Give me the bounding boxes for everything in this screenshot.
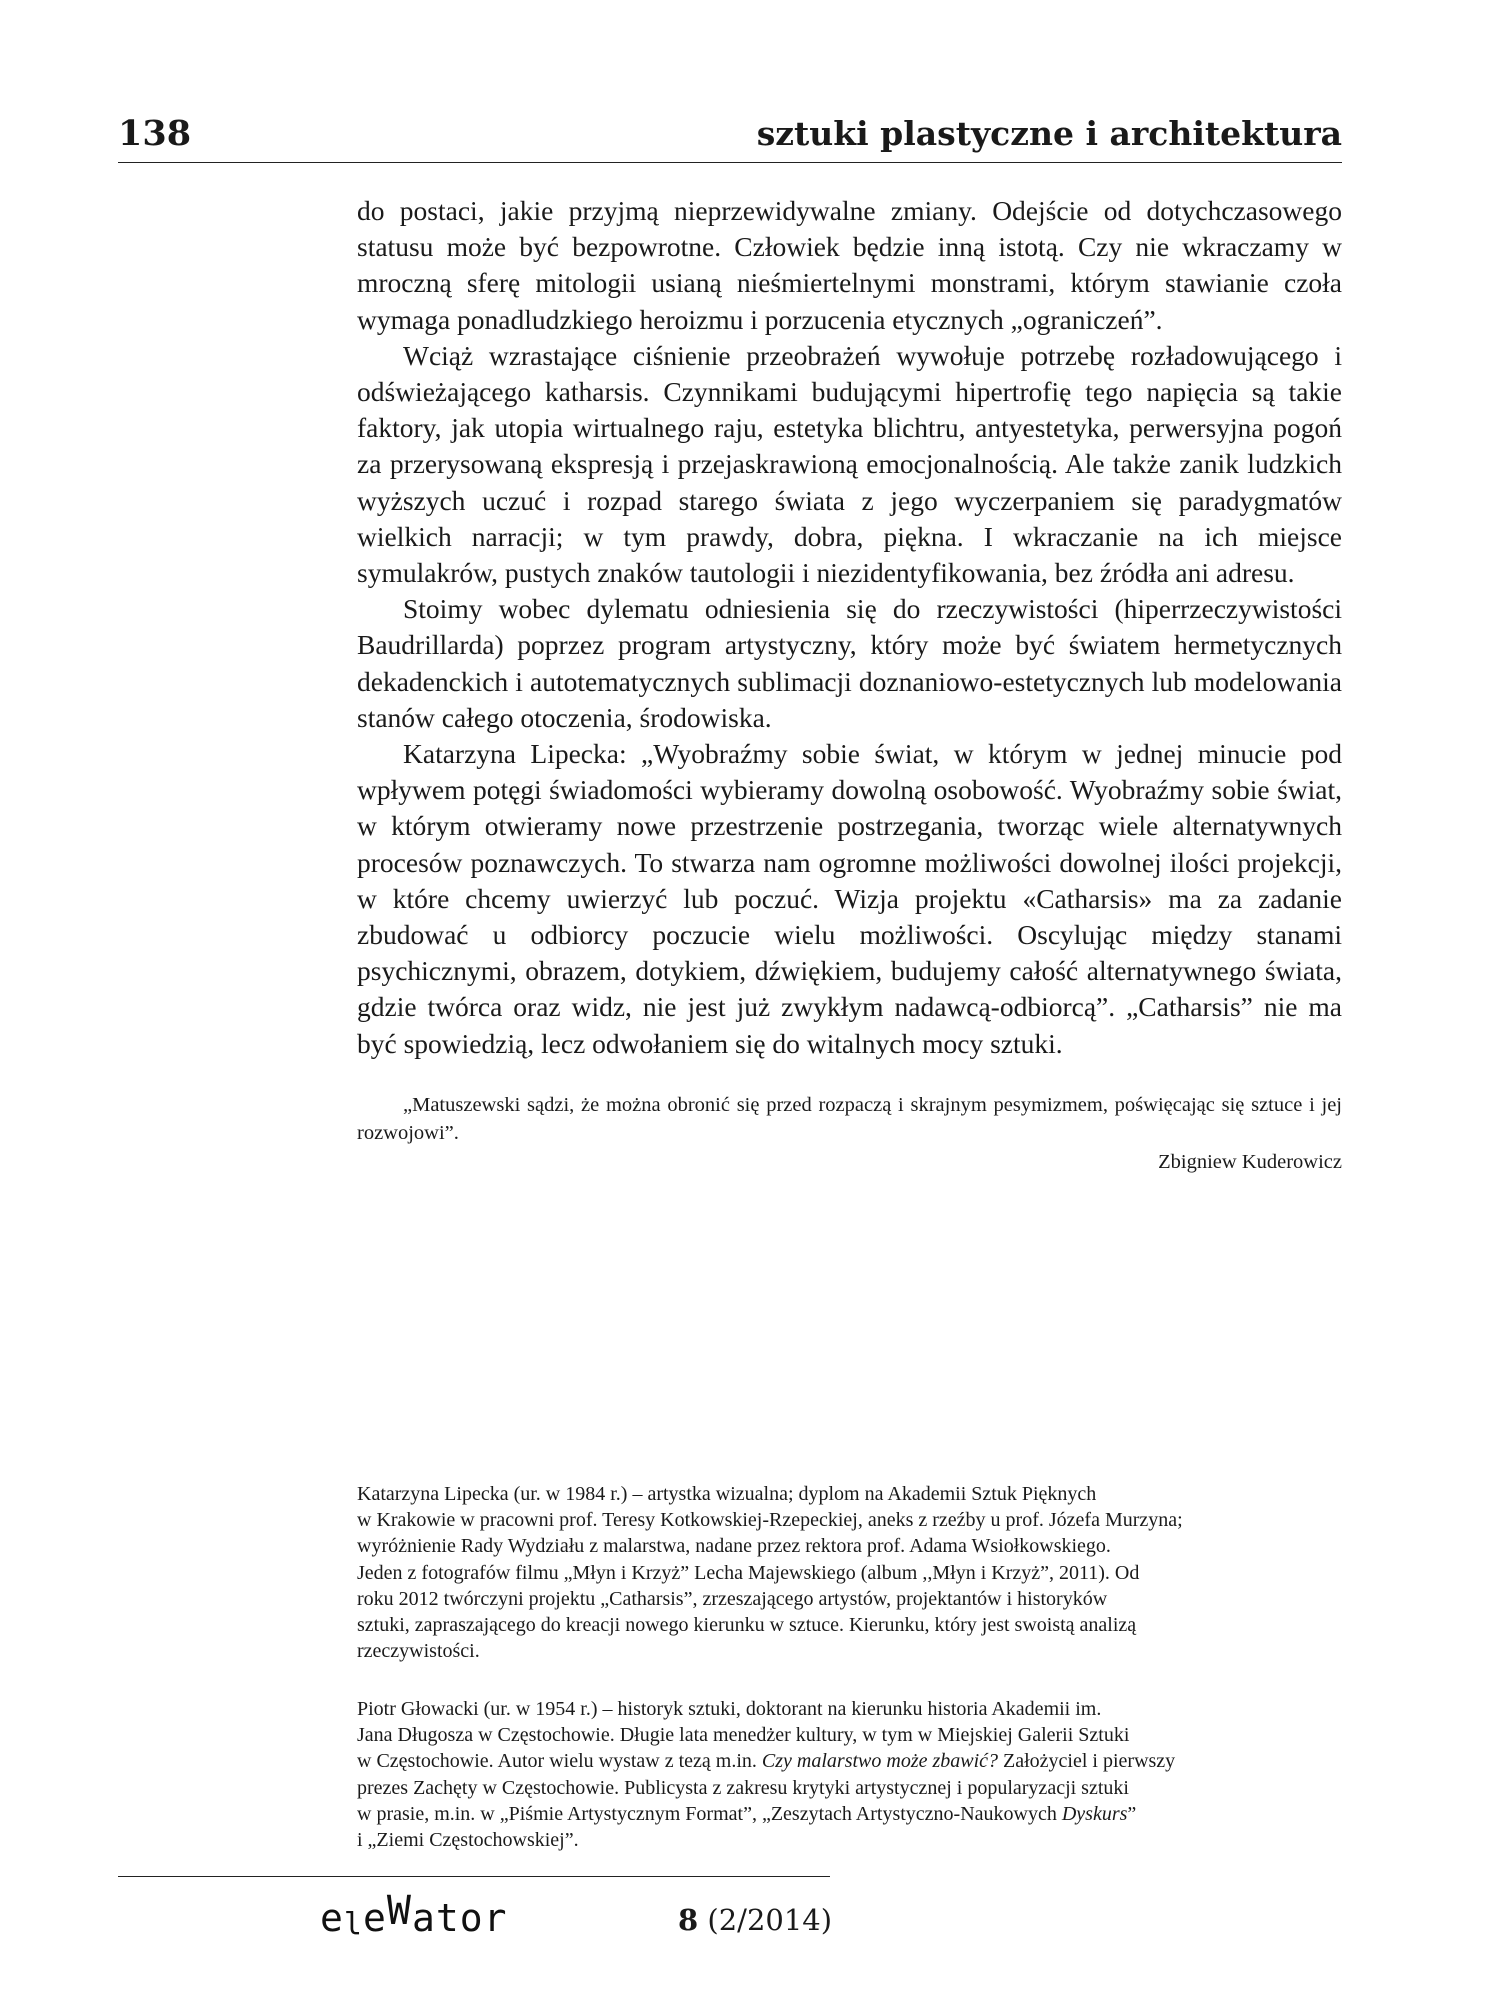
- bio-lipecka: [357, 1481, 1342, 1664]
- bio-line: prezes Zachęty w Częstochowie. Publicysta z zakresu krytyki artystycznej i popularyzacji sztuki: [357, 1776, 1129, 1799]
- main-text: [357, 193, 1342, 1062]
- bio-line: [357, 1801, 1342, 1827]
- footer-divider: [118, 1876, 830, 1877]
- logo-letter: ator: [411, 1896, 508, 1940]
- bio-line: [357, 1748, 1342, 1774]
- logo-letter: l: [343, 1907, 363, 1942]
- magazine-logo: [320, 1888, 508, 1944]
- paragraph-4: Katarzyna Lipecka: „Wyobraźmy sobie świat, w którym w jednej minucie pod wpływem potęgi świadomości wybieramy dowolną osobowość. Wyobraźmy sobie świat, w którym otwieramy nowe przestrzenie postrzegania, tworząc wiele alternatywnych procesów poznawczych. To stwarza nam ogromne możliwości dowolnej ilości projekcji, w które chcemy uwierzyć lub poczuć. Wizja projektu «Catharsis» ma za zadanie zbudować u odbiorcy poczucie wielu możliwości. Oscylując między stanami psychicznymi, obrazem, dotykiem, dźwiękiem, budujemy całość alternatywnego świata, gdzie twórca oraz widz, nie jest już zwykłym nadawcą-odbiorcą”. „Catharsis” nie ma być spowiedzią, lecz odwołaniem się do witalnych mocy sztuki.: [357, 738, 1342, 1059]
- bio-line: Jana Długosza w Częstochowie. Długie lata menedżer kultury, w tym w Miejskiej Galerii Sztuki: [357, 1724, 1130, 1747]
- journal-title: Dyskurs: [1061, 1802, 1128, 1825]
- bio-line: Piotr Głowacki (ur. w 1954 r.) – historyk sztuki, doktorant na kierunku historia Akademii im.: [357, 1698, 1102, 1720]
- exhibition-title: Czy malarstwo może zbawić?: [761, 1750, 999, 1773]
- bio-line: roku 2012 twórczyni projektu „Catharsis”, zrzeszającego artystów, projektantów i historyków: [357, 1587, 1108, 1610]
- bio-line: rzeczywistości.: [357, 1640, 480, 1663]
- bio-line: wyróżnienie Rady Wydziału z malarstwa, nadane przez rektora prof. Adama Wsiołkowskiego.: [357, 1535, 1111, 1558]
- bio-line: Katarzyna Lipecka (ur. w 1984 r.) – artystka wizualna; dyplom na Akademii Sztuk Pięknych: [357, 1483, 1097, 1505]
- issue-info: [678, 1898, 832, 1942]
- issue-number: 8: [678, 1903, 699, 1937]
- bio-line: Jeden z fotografów filmu „Młyn i Krzyż” Lecha Majewskiego (album ,,Młyn i Krzyż”, 2011). Od: [357, 1561, 1140, 1584]
- bio-glowacki: [357, 1696, 1342, 1853]
- paragraph-2: Wciąż wzrastające ciśnienie przeobrażeń wywołuje potrzebę rozładowującego i odświeżającego katharsis. Czynnikami budującymi hipertrofię tego napięcia są takie faktory, jak utopia wirtualnego raju, estetyka blichtru, antyestetyka, perwersyjna pogoń za przerysowaną ekspresją i przejaskrawioną emocjonalnością. Ale także zanik ludzkich wyższych uczuć i rozpad starego świata z jego wyczerpaniem się paradygmatów wielkich narracji; w tym prawdy, dobra, piękna. I wkraczanie na ich miejsce symulakrów, pustych znaków tautologii i niezidentyfikowania, bez źródła ani adresu.: [357, 339, 1342, 589]
- logo-letter: e: [320, 1896, 344, 1940]
- quote-author: Zbigniew Kuderowicz: [1158, 1151, 1342, 1173]
- bio-text: ”: [1127, 1802, 1137, 1825]
- bio-line: w Krakowie w pracowni prof. Teresy Kotkowskiej-Rzepeckiej, aneks z rzeźby u prof. Józefa Murzyna;: [357, 1509, 1183, 1532]
- bio-line: i „Ziemi Częstochowskiej”.: [357, 1829, 579, 1852]
- page-header: [118, 110, 1342, 163]
- paragraph-3: Stoimy wobec dylematu odniesienia się do rzeczywistości (hiperrzeczywistości Baudrillarda) poprzez program artystyczny, który może być światem hermetycznych dekadenckich i autotematycznych sublimacji doznaniowo-estetycznych lub modelowania stanów całego otoczenia, środowiska.: [357, 593, 1342, 733]
- logo-letter: W: [386, 1888, 412, 1934]
- bio-line: sztuki, zapraszającego do kreacji nowego kierunku w sztuce. Kierunku, który jest swoistą analizą: [357, 1614, 1137, 1637]
- quote-text: „Matuszewski sądzi, że można obronić się przed rozpaczą i skrajnym pesymizmem, poświęcając się sztuce i jej rozwojowi”.: [357, 1094, 1342, 1144]
- bio-text: w prasie, m.in. w „Piśmie Artystycznym Format”, „Zeszytach Artystyczno-Naukowych: [357, 1802, 1062, 1825]
- bio-text: Założyciel i pierwszy: [998, 1750, 1176, 1773]
- paragraph-1: do postaci, jakie przyjmą nieprzewidywalne zmiany. Odejście od dotychczasowego statusu może być bezpowrotne. Człowiek będzie inną istotą. Czy nie wkraczamy w mroczną sferę mitologii usianą nieśmiertelnymi monstrami, którym stawianie czoła wymaga ponadludzkiego heroizmu i porzucenia etycznych „ograniczeń”.: [357, 195, 1342, 335]
- logo-letter: e: [362, 1896, 387, 1940]
- issue-date: (2/2014): [707, 1903, 833, 1937]
- epigraph-quote: [357, 1091, 1342, 1147]
- section-title: sztuki plastyczne i architektura: [756, 114, 1342, 153]
- bio-text: w Częstochowie. Autor wielu wystaw z tezą m.in.: [357, 1750, 762, 1773]
- page-number: 138: [118, 113, 192, 154]
